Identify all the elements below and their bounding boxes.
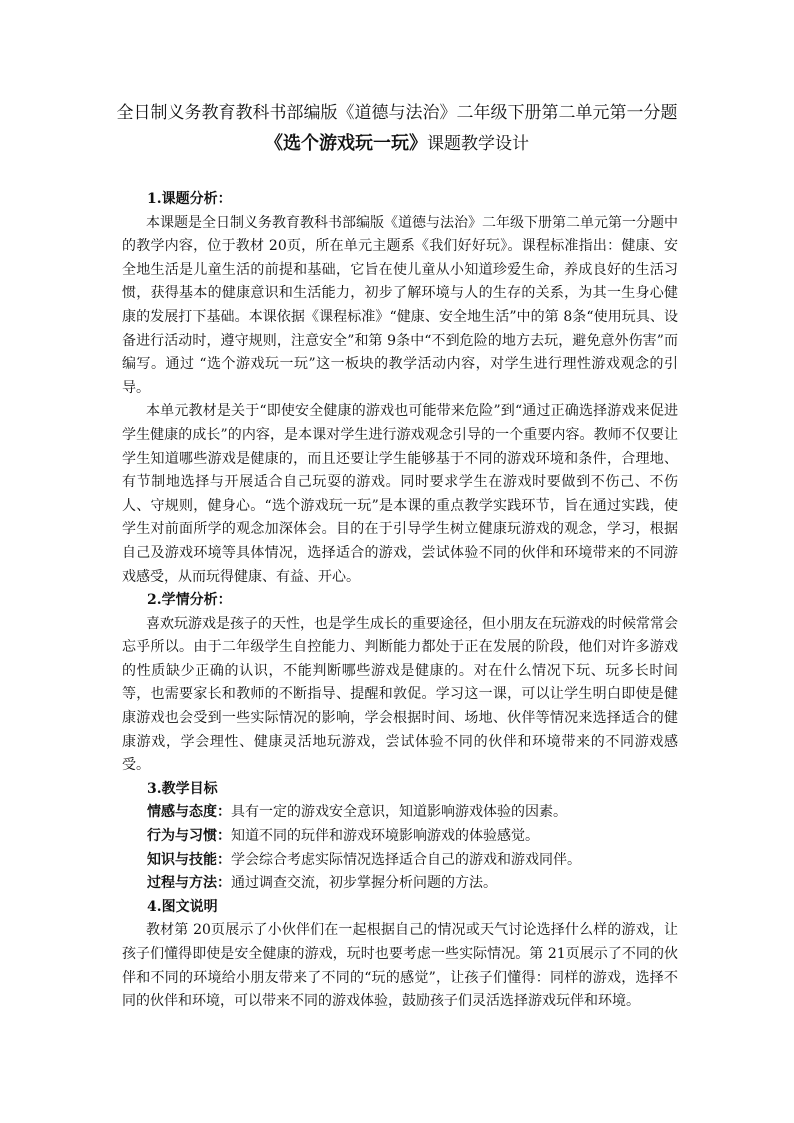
- section-heading-teaching-goals: 3.教学目标: [147, 780, 218, 797]
- goal-text: 具有一定的游戏安全意识，知道影响游戏体验的因素。: [231, 804, 567, 821]
- document-title: [100, 99, 694, 160]
- goal-label: 行为与习惯：: [147, 828, 231, 845]
- goal-label: 知识与技能：: [147, 851, 231, 868]
- section-heading-course-analysis: 1.课题分析：: [147, 191, 232, 207]
- paragraph-student-analysis: 喜欢玩游戏是孩子的天性，也是学生成长的重要途径，但小朋友在玩游戏的时候常常会忘乎所以。由于二年级学生自控能力、判断能力都处于正在发展的阶段，他们对许多游戏的性质缺少正确的认识，不能判断哪些游戏是健康的。对在什么情况下玩、玩多长时间等，也需要家长和教师的不断指导、提醒和敦促。学习这一课，可以让学生明白即使是健康游戏也会受到一些实际情况的影响，学会根据时间、场地、伙伴等情况来选择适合的健康游戏，学会理性、健康灵活地玩游戏，尝试体验不同的伙伴和环境带来的不同游戏感受。: [122, 615, 678, 774]
- document-body: [122, 188, 678, 1014]
- goal-item-process: [122, 872, 678, 896]
- paragraph-course-analysis-2: 本单元教材是关于“即使安全健康的游戏也可能带来危险”到“通过正确选择游戏来促进学生健康的成长”的内容，是本课对学生进行游戏观念引导的一个重要内容。教师不仅要让学生知道哪些游戏是健康的，而且还要让学生能够基于不同的游戏环境和条件，合理地、有节制地选择与开展适合自己玩耍的游戏。同时要求学生在游戏时要做到不伤己、不伤人、守规则，健身心。“选个游戏玩一玩”是本课的重点教学实践环节，旨在通过实践，使学生对前面所学的观念加深体会。目的在于引导学生树立健康玩游戏的观念，学习，根据自己及游戏环境等具体情况，选择适合的游戏，尝试体验不同的伙伴和环境带来的不同游戏感受，从而玩得健康、有益、开心。: [122, 403, 678, 585]
- goal-item-emotion: [122, 801, 678, 825]
- title-prefix: 全日制义务教育教科书部编版《道德与法治》二年级下册第二单元第一分题: [116, 103, 678, 123]
- goal-text: 学会综合考虑实际情况选择适合自己的游戏和游戏同伴。: [231, 851, 581, 868]
- goal-text: 通过调查交流，初步掌握分析问题的方法。: [231, 875, 497, 892]
- goal-text: 知道不同的玩伴和游戏环境影响游戏的体验感觉。: [231, 828, 539, 845]
- section-heading-student-analysis: 2.学情分析：: [147, 592, 232, 609]
- goal-label: 情感与态度：: [147, 804, 231, 821]
- goal-item-knowledge: [122, 849, 678, 873]
- title-emphasis: 《选个游戏玩一玩》: [265, 133, 427, 154]
- paragraph-course-analysis-1: 本课题是全日制义务教育教科书部编版《道德与法治》二年级下册第二单元第一分题中的教学内容，位于教材 20页，所在单元主题系《我们好好玩》。课程标准指出：健康、安全地生活是儿童生活的前提和基础，它旨在使儿童从小知道珍爱生命，养成良好的生活习惯，获得基本的健康意识和生活能力，初步了解环境与人的生存的关系，为其一生身心健康的发展打下基础。本课依据《课程标准》“健康、安全地生活”中的第 8条“使用玩具、设备进行活动时，遵守规则，注意安全”和第 9条中“不到危险的地方去玩，避免意外伤害”而编写。通过 “选个游戏玩一玩”这一板块的教学活动内容，对学生进行理性游戏观念的引导。: [122, 214, 678, 396]
- goal-label: 过程与方法：: [147, 875, 231, 892]
- goal-item-behavior: [122, 825, 678, 849]
- paragraph-illustration: 教材第 20页展示了小伙伴们在一起根据自己的情况或天气讨论选择什么样的游戏，让孩子们懂得即使是安全健康的游戏，玩时也要考虑一些实际情况。第 21页展示了不同的伙伴和不同的环境给小朋友带来了不同的“玩的感觉”，让孩子们懂得：同样的游戏，选择不同的伙伴和环境，可以带来不同的游戏体验，鼓励孩子们灵活选择游戏玩伴和环境。: [122, 922, 678, 1010]
- section-heading-illustration: 4.图文说明: [147, 898, 218, 915]
- title-suffix: 课题教学设计: [427, 134, 529, 154]
